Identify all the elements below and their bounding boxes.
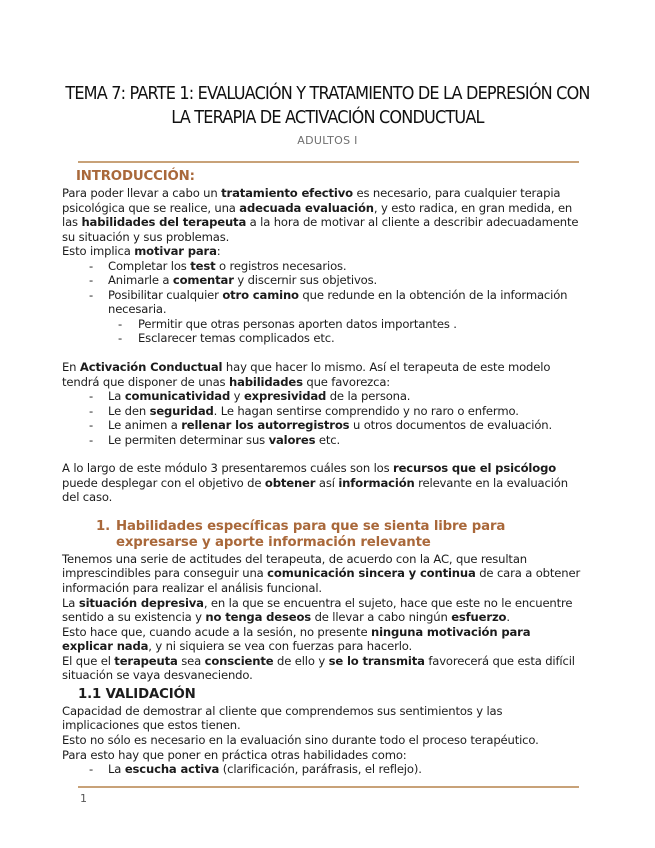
- subtitle: ADULTOS I: [297, 134, 358, 147]
- list-item: - Le den seguridad. Le hagan sentirse comprendido y no raro o enfermo.: [62, 404, 582, 419]
- section-1-paragraph-3: Esto hace que, cuando acude a la sesión, no presente ninguna motivación para explicar nada, y ni siquiera se vea con fuerzas para hacerlo.: [62, 624, 531, 654]
- section-1-heading: 1. Habilidades específicas para que se sienta libre para expresarse y aporte información relevante: [96, 518, 506, 550]
- section-1-paragraph-1: Tenemos una serie de actitudes del terapeuta, de acuerdo con la AC, que resultan imprescindibles para conseguir una comunicación sincera y continua de cara a obtener información para realizar el análisis funcional.: [62, 551, 581, 596]
- list-item: - Le animen a rellenar los autorregistros u otros documentos de evaluación.: [62, 418, 582, 433]
- intro-paragraph-3: En Activación Conductual hay que hacer lo mismo. Así el terapeuta de este modelo tendrá que disponer de unas habilidades que favorezca:: [62, 360, 551, 389]
- intro-heading: INTRODUCCIÓN:: [76, 169, 195, 184]
- document-body: [62, 168, 582, 777]
- title-line-2: LA TERAPIA DE ACTIVACIÓN CONDUCTUAL: [171, 108, 484, 128]
- section-1-paragraph-2: La situación depresiva, en la que se encuentra el sujeto, hace que este no le encuentre sentido a su existencia y no tenga deseos de llevar a cabo ningún esfuerzo.: [62, 595, 573, 625]
- section-1-paragraph-4: El que el terapeuta sea consciente de ello y se lo transmita favorecerá que esta difícil situación se vaya desvaneciendo.: [62, 653, 575, 683]
- page-number: 1: [80, 792, 87, 805]
- skills-list: [62, 389, 582, 447]
- list-item: - Esclarecer temas complicados etc.: [62, 331, 582, 346]
- intro-paragraph-1: Para poder llevar a cabo un tratamiento efectivo es necesario, para cualquier terapia psicológica que se realice, una adecuada evaluación, y esto radica, en gran medida, en las habilidades del terapeuta a la hora de motivar al cliente a describir adecuadamente su situación y sus problemas.: [62, 186, 579, 244]
- intro-paragraph-2: Esto implica motivar para:: [62, 244, 221, 259]
- list-item: - Animarle a comentar y discernir sus objetivos.: [62, 273, 582, 288]
- section-1-1-heading: 1.1 VALIDACIÓN: [78, 686, 196, 702]
- nested-list: [108, 317, 582, 346]
- motivation-list: [62, 259, 582, 346]
- section-number: 1.: [96, 518, 111, 534]
- section-1-1-paragraph-1: Capacidad de demostrar al cliente que comprendemos sus sentimientos y las implicaciones que estos tienen.: [62, 703, 503, 733]
- section-1-1-paragraph-2: Esto no sólo es necesario en la evaluación sino durante todo el proceso terapéutico.: [62, 732, 539, 747]
- intro-paragraph-4: A lo largo de este módulo 3 presentaremos cuáles son los recursos que el psicólogo puede desplegar con el objetivo de obtener así información relevante en la evaluación del caso.: [62, 461, 568, 505]
- header-divider: [78, 161, 579, 163]
- list-item: - Completar los test o registros necesarios.: [62, 259, 582, 274]
- section-1-1-paragraph-3: Para esto hay que poner en práctica otras habilidades como:: [62, 747, 407, 762]
- list-item: - Le permiten determinar sus valores etc.: [62, 433, 582, 448]
- list-item: - La escucha activa (clarificación, paráfrasis, el reflejo).: [62, 762, 582, 777]
- list-item: - La comunicatividad y expresividad de la persona.: [62, 389, 582, 404]
- validation-skills-list: [62, 762, 582, 777]
- page-title: [63, 82, 592, 130]
- footer-divider: [78, 786, 579, 788]
- list-item: - Permitir que otras personas aporten datos importantes .: [62, 317, 582, 332]
- list-item: - Posibilitar cualquier otro camino que redunde en la obtención de la información necesaria. - Permitir que otras personas aporten datos importantes . - Esclarecer temas complicados etc.: [62, 288, 582, 346]
- title-line-1: TEMA 7: PARTE 1: EVALUACIÓN Y TRATAMIENTO DE LA DEPRESIÓN CON: [65, 84, 590, 104]
